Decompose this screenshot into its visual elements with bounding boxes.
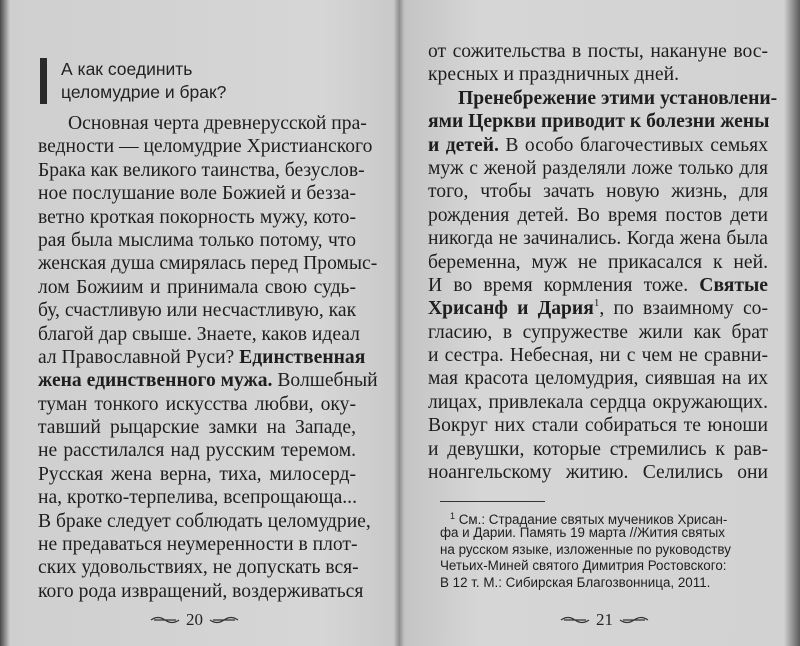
text-line: туман тонкого искусства любви, оку- (38, 393, 356, 415)
ornament-icon (150, 615, 180, 625)
bold-text: и детей. (428, 134, 499, 156)
text-line (38, 369, 378, 392)
section-heading (40, 58, 226, 104)
text-line: Вокруг них стали собираться те юноши (428, 415, 768, 437)
text-line: не расстилался над русским теремом. (38, 440, 356, 462)
left-page (0, 0, 398, 646)
text-line: никогда не зачинались. Когда жена была (428, 228, 768, 250)
text-line: лом Божиим и принимала свою судь- (38, 276, 356, 298)
page-number-left (150, 610, 239, 630)
text-line: беременна, муж не прикасался к ней. (428, 251, 768, 273)
text-line: ветно кроткая покорность мужу, кото- (38, 206, 356, 228)
text-line: Брака как великого таинства, безуслов- (38, 159, 365, 181)
text-line: ное послушание воле Божией и безза- (38, 183, 356, 205)
text-line: кресных и праздничных дней. (428, 64, 679, 86)
ornament-icon (560, 615, 590, 625)
text-line: ских удовольствиях, не допускать вся- (38, 557, 359, 579)
bold-text: жена единственного мужа. (38, 370, 273, 392)
text-span: Волшебный (277, 370, 378, 392)
text-line (38, 346, 366, 369)
footnote-ref: 1 (593, 297, 600, 310)
bold-text: Единственная (239, 346, 366, 368)
footnote-line (440, 508, 770, 525)
text-line: бу, счастливую или несчастливую, как (38, 300, 357, 322)
text-line: рая была мыслима только потому, что (38, 229, 356, 251)
heading-line-2: целомудрие и брак? (61, 82, 227, 102)
footnote-line: Четьих-Миней святого Димитрия Ростовского: (440, 558, 727, 574)
right-page (400, 0, 800, 646)
text-line: лицах, привлекала сердца окружающих. (428, 391, 768, 413)
text-line (428, 134, 768, 157)
text-line: не предаваться неумеренности в плот- (38, 534, 358, 556)
text-line: Русская жена верна, тиха, милосерд- (38, 463, 356, 485)
footnote-line: на русском языке, изложенные по руководству (440, 541, 731, 557)
bold-text: Святые (699, 274, 768, 296)
text-line (428, 297, 768, 320)
text-line: рождения детей. Во время постов дети (428, 204, 768, 226)
page-number: 21 (596, 610, 613, 629)
footnote (440, 508, 770, 592)
text-line: благой дар свыше. Знаете, каков идеал (38, 323, 360, 345)
page-number: 20 (186, 610, 203, 629)
text-span: В особо благочестивых семьях (505, 134, 768, 156)
ornament-icon (619, 615, 649, 625)
text-span: , по взаимному со- (599, 298, 768, 320)
text-span: ал Православной Руси? (38, 346, 235, 368)
ornament-icon (209, 615, 239, 625)
text-line: того, чтобы зачать новую жизнь, для (428, 181, 768, 203)
footnote-divider (440, 501, 545, 502)
text-line: и сестра. Небесная, ни с чем не сравни- (428, 345, 768, 367)
right-body-text (428, 40, 778, 484)
text-line: гласию, в супружестве жили как брат (428, 321, 768, 343)
left-body-text (38, 112, 378, 603)
page-number-right (560, 610, 649, 630)
text-line: ноангельскому житию. Селились они (428, 462, 768, 484)
text-span: И во время кормления тоже. (428, 274, 689, 296)
text-line: Основная черта древнерусской пра- (68, 113, 367, 134)
text-line: ведности — целомудрие Христианского (38, 136, 373, 158)
text-line: ями Церкви приводит к болезни жены (428, 111, 770, 133)
text-line: тавший рыцарские замки на Западе, (38, 417, 356, 439)
footnote-line: В 12 т. М.: Сибирская Благозвонница, 2011. (440, 575, 711, 591)
bold-text: Хрисанф и Дария (428, 298, 594, 320)
heading-line-1: А как соединить (61, 59, 193, 79)
text-line: от сожительства в посты, накануне вос- (428, 41, 768, 62)
text-line: и девушки, которые стремились к рав- (428, 438, 768, 460)
footnote-marker: 1 (450, 511, 456, 521)
text-line (428, 274, 768, 297)
text-line: кого рода извращений, воздерживаться (38, 580, 364, 602)
text-line: мая красота целомудрия, сиявшая на их (428, 368, 768, 390)
footnote-text: См.: Страдание святых мучеников Хрисан- (458, 512, 728, 527)
text-line: на, кротко-терпелива, всепрощающа... (38, 487, 357, 509)
text-line: Пренебрежение этими установлени- (458, 87, 778, 109)
text-line: женская душа смирялась перед Промыс- (38, 253, 378, 275)
footnote-line: фа и Дарии. Память 19 марта //Жития святых (440, 524, 725, 540)
text-line: В браке следует соблюдать целомудрие, (38, 510, 371, 532)
text-line: муж с женой разделяли ложе только для (428, 157, 768, 179)
